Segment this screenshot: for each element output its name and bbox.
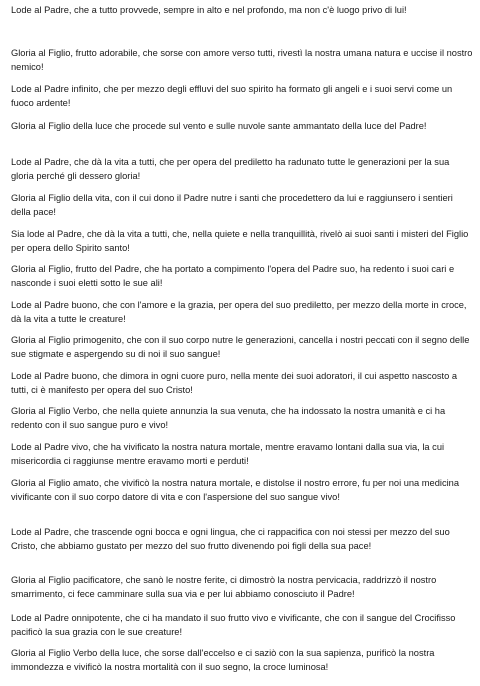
- paragraph: Lode al Padre vivo, che ha vivificato la nostra natura mortale, mentre eravamo lontani dalla sua via, la cui misericordia ci raggiunse mentre eravamo morti e perduti!: [11, 442, 445, 466]
- paragraph: Lode al Padre onnipotente, che ci ha mandato il suo frutto vivo e vivificante, che con il sangue del Crocifisso pacificò la sua grazia con le sue creature!: [11, 613, 456, 637]
- paragraph: Gloria al Figlio primogenito, che con il suo corpo nutre le generazioni, cancella i nostri peccati con il segno delle sue stigmate e aspergendo su di noi il suo sangue!: [11, 335, 470, 359]
- paragraph: Gloria al Figlio della luce che procede sul vento e sulle nuvole sante ammantato della luce del Padre!: [11, 121, 427, 131]
- paragraph: Sia lode al Padre, che dà la vita a tutti, che, nella quiete e nella tranquillità, rivelò ai suoi santi i misteri del Figlio per opera dello Spirito santo!: [11, 229, 469, 253]
- paragraph: Gloria al Figlio Verbo della luce, che sorse dall'eccelso e ci saziò con la sua sapienza, purificò la nostra immondezza e vivificò la nostra mortalità con il suo segno, la croce luminosa!: [11, 648, 435, 672]
- paragraph: Gloria al Figlio amato, che vivificò la nostra natura mortale, e distolse il nostro errore, fu per noi una medicina vivificante con il suo corpo datore di vita e con l'aspersione del suo sangue vivo!: [11, 478, 460, 502]
- paragraph: Lode al Padre buono, che dimora in ogni cuore puro, nella mente dei suoi adoratori, il cui aspetto nascosto a tutti, ci è manifesto per opera del suo Cristo!: [11, 371, 458, 395]
- paragraph: Gloria al Figlio pacificatore, che sanò le nostre ferite, ci dimostrò la nostra pervicacia, raddrizzò il nostro smarrimento, ci fece camminare sulla sua via e per lui abbiamo conosciuto il Padre!: [11, 575, 437, 599]
- paragraph: Gloria al Figlio della vita, con il cui dono il Padre nutre i santi che procedettero da lui e raggiunsero i sentieri della pace!: [11, 193, 453, 217]
- document-page: [11, 0, 473, 686]
- paragraph: Lode al Padre infinito, che per mezzo degli effluvi del suo spirito ha formato gli angeli e i suoi servi come un fuoco ardente!: [11, 84, 453, 108]
- paragraph: Gloria al Figlio, frutto del Padre, che ha portato a compimento l'opera del Padre suo, ha redento i suoi cari e nasconde i suoi eletti sotto le sue ali!: [11, 264, 455, 288]
- paragraph: Gloria al Figlio Verbo, che nella quiete annunzia la sua venuta, che ha indossato la nostra umanità e ci ha redento con il suo sangue puro e vivo!: [11, 406, 446, 430]
- paragraph: Gloria al Figlio, frutto adorabile, che sorse con amore verso tutti, rivestì la nostra umana natura e uccise il nostro nemico!: [11, 48, 473, 72]
- paragraph: Lode al Padre, che a tutto provvede, sempre in alto e nel profondo, ma non c'è luogo privo di lui!: [11, 5, 407, 15]
- paragraph: Lode al Padre, che dà la vita a tutti, che per opera del prediletto ha radunato tutte le generazioni per la sua gloria perché gli dessero gloria!: [11, 157, 450, 181]
- paragraph: Lode al Padre, che trascende ogni bocca e ogni lingua, che ci rappacifica con noi stessi per mezzo del suo Cristo, che abbiamo gustato per mezzo del suo frutto divenendo poi figli della sua pace!: [11, 527, 450, 551]
- paragraph: Lode al Padre buono, che con l'amore e la grazia, per opera del suo prediletto, per mezzo della morte in croce, dà la vita a tutte le creature!: [11, 300, 467, 324]
